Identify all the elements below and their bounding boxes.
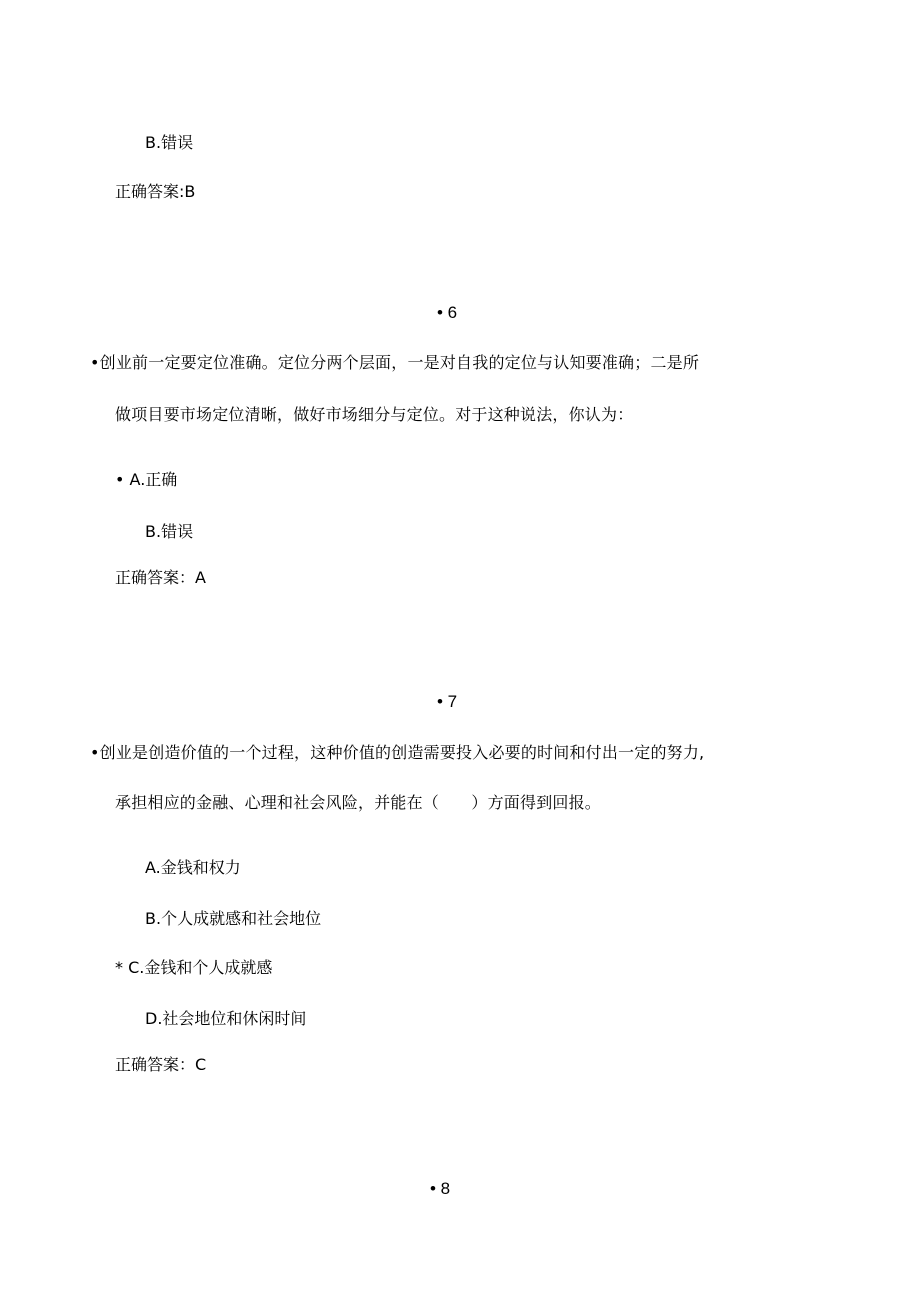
q7-correct-answer: 正确答案：C (115, 1055, 207, 1074)
q6-correct-answer: 正确答案：A (115, 568, 206, 587)
q7-option-a: A.金钱和权力 (145, 858, 241, 877)
q5-correct-answer: 正确答案:B (115, 182, 196, 201)
q6-number: • 6 (437, 303, 458, 322)
q6-stem-line1: •创业前一定要定位准确。定位分两个层面，一是对自我的定位与认知要准确；二是所 (90, 353, 700, 372)
q7-option-d: D.社会地位和休闲时间 (145, 1009, 307, 1028)
q7-option-c: * C.金钱和个人成就感 (115, 958, 273, 977)
q7-stem-line2: 承担相应的金融、心理和社会风险，并能在（ ）方面得到回报。 (115, 793, 602, 812)
q7-option-b: B.个人成就感和社会地位 (145, 909, 322, 928)
q7-number: • 7 (437, 692, 458, 711)
q6-option-b: B.错误 (145, 522, 194, 541)
q5-option-b: B.错误 (145, 133, 194, 152)
q7-stem-line1: •创业是创造价值的一个过程，这种价值的创造需要投入必要的时间和付出一定的努力, (90, 743, 705, 762)
q8-number: • 8 (430, 1179, 451, 1198)
q6-option-a: • A.正确 (115, 470, 178, 489)
q6-stem-line2: 做项目要市场定位清晰，做好市场细分与定位。对于这种说法，你认为： (115, 405, 634, 424)
